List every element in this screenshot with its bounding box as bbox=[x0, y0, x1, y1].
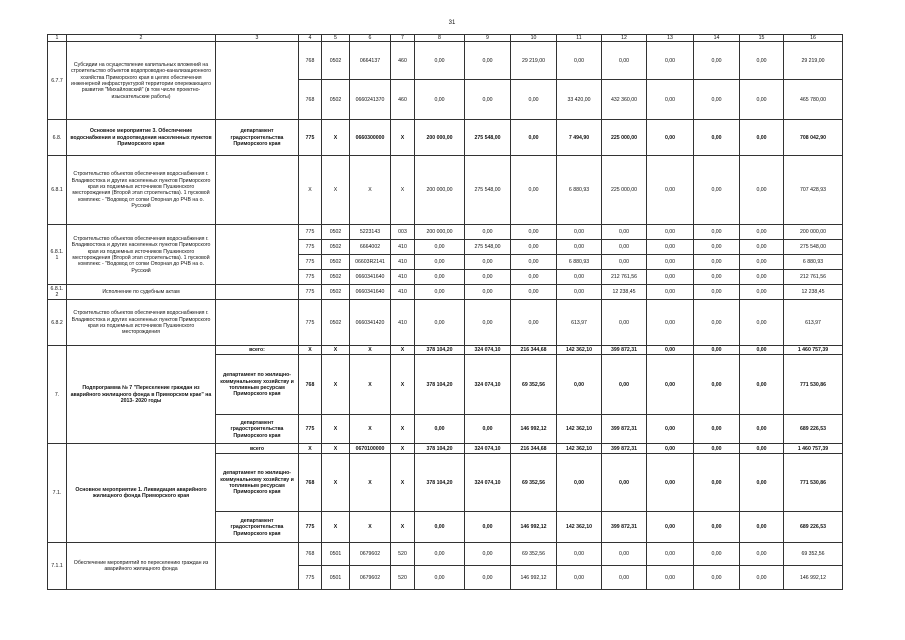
value-cell: 0,00 bbox=[511, 80, 557, 120]
value-cell: 432 360,00 bbox=[602, 80, 647, 120]
value-cell: 33 420,00 bbox=[557, 80, 602, 120]
value-cell: 0,00 bbox=[740, 415, 784, 444]
value-cell: 216 344,68 bbox=[511, 346, 557, 355]
value-cell: 378 104,20 bbox=[415, 346, 465, 355]
value-cell: 0,00 bbox=[694, 285, 740, 300]
column-number-cell: 13 bbox=[647, 35, 694, 42]
column-number-cell: 16 bbox=[784, 35, 843, 42]
table-row bbox=[48, 225, 843, 240]
value-cell: 0,00 bbox=[694, 355, 740, 415]
value-cell: 0,00 bbox=[740, 120, 784, 156]
value-cell: 0,00 bbox=[415, 270, 465, 285]
value-cell: 0,00 bbox=[694, 444, 740, 454]
value-cell: 5223143 bbox=[350, 225, 391, 240]
value-cell: 0,00 bbox=[647, 543, 694, 566]
column-number-row bbox=[48, 35, 843, 42]
value-cell: 0,00 bbox=[557, 225, 602, 240]
value-cell: 275 548,00 bbox=[784, 240, 843, 255]
budget-table bbox=[47, 34, 843, 590]
value-cell: 0,00 bbox=[740, 270, 784, 285]
value-cell: 6 880,93 bbox=[557, 156, 602, 225]
row-number: 7. bbox=[48, 346, 67, 444]
column-number-cell: 1 bbox=[48, 35, 67, 42]
value-cell: 0,00 bbox=[602, 42, 647, 80]
value-cell: 69 352,56 bbox=[784, 543, 843, 566]
value-cell: 0,00 bbox=[557, 355, 602, 415]
value-cell: 0,00 bbox=[694, 415, 740, 444]
row-number: 7.1.1 bbox=[48, 543, 67, 590]
value-cell: 146 992,12 bbox=[511, 415, 557, 444]
table-row bbox=[48, 444, 843, 454]
executor-cell: департамент по жилищно-коммунальному хозяйству и топливным ресурсам Приморского края bbox=[216, 454, 299, 512]
value-cell: 0,00 bbox=[740, 80, 784, 120]
value-cell: 0,00 bbox=[647, 300, 694, 346]
row-name: Строительство объектов обеспечения водоснабжения г. Владивостока и других населенных пунктов Приморского края из подземных источников Пушкинского месторождения (Второй этап строительства). 1 пусковой комплекс - "Водовод от сопки Опорная до РЧВ на о. Русский bbox=[67, 225, 216, 285]
value-cell: 69 352,56 bbox=[511, 355, 557, 415]
value-cell: 0,00 bbox=[694, 512, 740, 543]
value-cell: 0501 bbox=[322, 543, 350, 566]
value-cell: 0,00 bbox=[694, 240, 740, 255]
value-cell: 0,00 bbox=[694, 543, 740, 566]
value-cell: 0,00 bbox=[511, 255, 557, 270]
value-cell: 0,00 bbox=[740, 346, 784, 355]
value-cell: 0,00 bbox=[647, 444, 694, 454]
column-number-cell: 3 bbox=[216, 35, 299, 42]
table-row bbox=[48, 156, 843, 225]
value-cell: 0,00 bbox=[602, 300, 647, 346]
value-cell: 0,00 bbox=[740, 454, 784, 512]
value-cell: 0,00 bbox=[557, 270, 602, 285]
value-cell: X bbox=[322, 346, 350, 355]
value-cell: X bbox=[350, 355, 391, 415]
table-row bbox=[48, 346, 843, 355]
value-cell: 0,00 bbox=[602, 240, 647, 255]
column-number-cell: 12 bbox=[602, 35, 647, 42]
value-cell: 0,00 bbox=[465, 300, 511, 346]
value-cell: 771 530,86 bbox=[784, 355, 843, 415]
value-cell: 275 548,00 bbox=[465, 240, 511, 255]
value-cell: 0,00 bbox=[465, 80, 511, 120]
value-cell: 0,00 bbox=[511, 156, 557, 225]
row-name: Субсидии на осуществление капитальных вложений на строительство объектов водопроводно-канализационного хозяйства Приморского края в целях обеспечения инженерной инфраструктурой территории опережающего развития "Михайловский" (в том числе проектно-изыскательские работы) bbox=[67, 42, 216, 120]
executor-cell bbox=[216, 42, 299, 120]
value-cell: 708 042,90 bbox=[784, 120, 843, 156]
value-cell: 768 bbox=[299, 80, 322, 120]
executor-cell bbox=[216, 543, 299, 590]
value-cell: 12 238,45 bbox=[602, 285, 647, 300]
executor-cell: департамент градостроительства Приморского края bbox=[216, 120, 299, 156]
value-cell: 0,00 bbox=[740, 300, 784, 346]
value-cell: 775 bbox=[299, 415, 322, 444]
value-cell: 0,00 bbox=[647, 355, 694, 415]
value-cell: 0502 bbox=[322, 80, 350, 120]
value-cell: 6 880,93 bbox=[784, 255, 843, 270]
value-cell: 0,00 bbox=[557, 543, 602, 566]
value-cell: 0,00 bbox=[415, 512, 465, 543]
value-cell: 689 226,53 bbox=[784, 512, 843, 543]
value-cell: 768 bbox=[299, 42, 322, 80]
value-cell: 146 992,12 bbox=[511, 566, 557, 590]
value-cell: 212 761,56 bbox=[784, 270, 843, 285]
value-cell: 0,00 bbox=[647, 512, 694, 543]
column-number-cell: 9 bbox=[465, 35, 511, 42]
row-name: Строительство объектов обеспечения водоснабжения г. Владивостока и других населенных пунктов Приморского края из подземных источников Пушкинского месторождения bbox=[67, 300, 216, 346]
value-cell: 0,00 bbox=[694, 454, 740, 512]
value-cell: 775 bbox=[299, 512, 322, 543]
value-cell: 410 bbox=[391, 255, 415, 270]
row-name: Подпрограмма № 7 "Переселение граждан из аварийного жилищного фонда в Приморском крае" на 2013- 2020 годы bbox=[67, 346, 216, 444]
value-cell: X bbox=[350, 512, 391, 543]
table-row bbox=[48, 285, 843, 300]
column-number-cell: 7 bbox=[391, 35, 415, 42]
executor-cell: департамент по жилищно-коммунальному хозяйству и топливным ресурсам Приморского края bbox=[216, 355, 299, 415]
value-cell: 1 460 757,39 bbox=[784, 444, 843, 454]
row-number: 6.8.1.1 bbox=[48, 225, 67, 285]
value-cell: 0,00 bbox=[557, 454, 602, 512]
value-cell: 0,00 bbox=[740, 156, 784, 225]
page-number: 31 bbox=[448, 20, 456, 26]
value-cell: 0,00 bbox=[465, 285, 511, 300]
value-cell: 0,00 bbox=[465, 225, 511, 240]
value-cell: 6 880,93 bbox=[557, 255, 602, 270]
value-cell: X bbox=[391, 444, 415, 454]
value-cell: 0679602 bbox=[350, 566, 391, 590]
value-cell: 0,00 bbox=[415, 543, 465, 566]
row-number: 6.7.7 bbox=[48, 42, 67, 120]
value-cell: X bbox=[322, 120, 350, 156]
value-cell: 0,00 bbox=[740, 285, 784, 300]
value-cell: 410 bbox=[391, 240, 415, 255]
value-cell: 0,00 bbox=[557, 566, 602, 590]
value-cell: 324 074,10 bbox=[465, 346, 511, 355]
value-cell: X bbox=[391, 156, 415, 225]
value-cell: 0,00 bbox=[465, 255, 511, 270]
row-name: Исполнение по судебным актам bbox=[67, 285, 216, 300]
value-cell: 378 104,20 bbox=[415, 355, 465, 415]
column-number-cell: 14 bbox=[694, 35, 740, 42]
value-cell: 0,00 bbox=[694, 225, 740, 240]
value-cell: 06603R2141 bbox=[350, 255, 391, 270]
value-cell: 0,00 bbox=[415, 255, 465, 270]
value-cell: 0,00 bbox=[465, 42, 511, 80]
value-cell: 775 bbox=[299, 300, 322, 346]
value-cell: 399 872,31 bbox=[602, 415, 647, 444]
value-cell: 0,00 bbox=[511, 285, 557, 300]
executor-cell: департамент градостроительства Приморского края bbox=[216, 512, 299, 543]
value-cell: 0502 bbox=[322, 225, 350, 240]
value-cell: 275 548,00 bbox=[465, 156, 511, 225]
value-cell: 0502 bbox=[322, 300, 350, 346]
value-cell: 0502 bbox=[322, 270, 350, 285]
value-cell: 324 074,10 bbox=[465, 355, 511, 415]
value-cell: 0660341420 bbox=[350, 300, 391, 346]
executor-cell bbox=[216, 156, 299, 225]
value-cell: 0,00 bbox=[647, 454, 694, 512]
table-row bbox=[48, 42, 843, 80]
value-cell: 775 bbox=[299, 120, 322, 156]
value-cell: 775 bbox=[299, 255, 322, 270]
value-cell: 146 992,12 bbox=[784, 566, 843, 590]
value-cell: 0501 bbox=[322, 566, 350, 590]
value-cell: 0,00 bbox=[694, 255, 740, 270]
value-cell: 410 bbox=[391, 300, 415, 346]
value-cell: X bbox=[322, 156, 350, 225]
value-cell: 0,00 bbox=[647, 120, 694, 156]
value-cell: 0,00 bbox=[415, 240, 465, 255]
row-number: 6.8.1 bbox=[48, 156, 67, 225]
value-cell: 212 761,56 bbox=[602, 270, 647, 285]
value-cell: 399 872,31 bbox=[602, 346, 647, 355]
value-cell: X bbox=[391, 355, 415, 415]
value-cell: 0,00 bbox=[602, 225, 647, 240]
value-cell: 0,00 bbox=[647, 225, 694, 240]
value-cell: 771 530,86 bbox=[784, 454, 843, 512]
row-number: 6.8. bbox=[48, 120, 67, 156]
executor-cell: департамент градостроительства Приморского края bbox=[216, 415, 299, 444]
value-cell: 0,00 bbox=[694, 346, 740, 355]
value-cell: 200 000,00 bbox=[415, 156, 465, 225]
value-cell: 275 548,00 bbox=[465, 120, 511, 156]
value-cell: 520 bbox=[391, 543, 415, 566]
value-cell: 775 bbox=[299, 225, 322, 240]
value-cell: 0,00 bbox=[694, 300, 740, 346]
value-cell: X bbox=[322, 444, 350, 454]
value-cell: 410 bbox=[391, 270, 415, 285]
value-cell: 0,00 bbox=[740, 566, 784, 590]
column-number-cell: 4 bbox=[299, 35, 322, 42]
value-cell: 142 362,10 bbox=[557, 415, 602, 444]
row-name: Основное мероприятие 1. Ликвидация аварийного жилищного фонда Приморского края bbox=[67, 444, 216, 543]
value-cell: 69 352,56 bbox=[511, 454, 557, 512]
value-cell: 0,00 bbox=[415, 285, 465, 300]
value-cell: 0,00 bbox=[647, 42, 694, 80]
value-cell: 0,00 bbox=[740, 355, 784, 415]
value-cell: X bbox=[350, 156, 391, 225]
value-cell: X bbox=[299, 444, 322, 454]
value-cell: 0660300000 bbox=[350, 120, 391, 156]
executor-cell bbox=[216, 225, 299, 285]
value-cell: 29 219,00 bbox=[784, 42, 843, 80]
value-cell: 613,97 bbox=[557, 300, 602, 346]
value-cell: 142 362,10 bbox=[557, 444, 602, 454]
value-cell: 0,00 bbox=[602, 255, 647, 270]
value-cell: 0670100000 bbox=[350, 444, 391, 454]
value-cell: 0,00 bbox=[740, 255, 784, 270]
value-cell: 003 bbox=[391, 225, 415, 240]
value-cell: 0,00 bbox=[694, 566, 740, 590]
value-cell: 768 bbox=[299, 355, 322, 415]
value-cell: X bbox=[322, 355, 350, 415]
value-cell: 768 bbox=[299, 543, 322, 566]
value-cell: 225 000,00 bbox=[602, 156, 647, 225]
value-cell: 0,00 bbox=[740, 225, 784, 240]
value-cell: 0679602 bbox=[350, 543, 391, 566]
value-cell: 0660241370 bbox=[350, 80, 391, 120]
row-number: 7.1. bbox=[48, 444, 67, 543]
value-cell: 0502 bbox=[322, 285, 350, 300]
value-cell: X bbox=[350, 415, 391, 444]
value-cell: 689 226,53 bbox=[784, 415, 843, 444]
value-cell: 7 494,90 bbox=[557, 120, 602, 156]
value-cell: X bbox=[350, 454, 391, 512]
value-cell: 0,00 bbox=[557, 42, 602, 80]
value-cell: 378 104,20 bbox=[415, 444, 465, 454]
value-cell: 0,00 bbox=[694, 42, 740, 80]
value-cell: 0,00 bbox=[415, 566, 465, 590]
row-name: Основное мероприятие 3. Обеспечение водоснабжения и водоотведения населенных пунктов Приморского края bbox=[67, 120, 216, 156]
value-cell: X bbox=[391, 512, 415, 543]
value-cell: X bbox=[391, 415, 415, 444]
value-cell: 29 219,00 bbox=[511, 42, 557, 80]
value-cell: 200 000,00 bbox=[784, 225, 843, 240]
value-cell: 0,00 bbox=[602, 454, 647, 512]
value-cell: 0,00 bbox=[647, 270, 694, 285]
column-number-cell: 6 bbox=[350, 35, 391, 42]
value-cell: X bbox=[299, 156, 322, 225]
table-row bbox=[48, 543, 843, 566]
value-cell: 0,00 bbox=[694, 120, 740, 156]
column-number-cell: 2 bbox=[67, 35, 216, 42]
value-cell: 0,00 bbox=[647, 240, 694, 255]
value-cell: 0,00 bbox=[465, 543, 511, 566]
value-cell: 0,00 bbox=[647, 156, 694, 225]
row-number: 6.8.2 bbox=[48, 300, 67, 346]
value-cell: 0502 bbox=[322, 42, 350, 80]
value-cell: 142 362,10 bbox=[557, 512, 602, 543]
value-cell: 0,00 bbox=[415, 80, 465, 120]
column-number-cell: 10 bbox=[511, 35, 557, 42]
value-cell: 775 bbox=[299, 240, 322, 255]
value-cell: 324 074,10 bbox=[465, 454, 511, 512]
value-cell: 0,00 bbox=[602, 355, 647, 415]
value-cell: 0,00 bbox=[415, 300, 465, 346]
table-row bbox=[48, 300, 843, 346]
value-cell: 225 000,00 bbox=[602, 120, 647, 156]
value-cell: 0502 bbox=[322, 255, 350, 270]
value-cell: X bbox=[322, 454, 350, 512]
value-cell: X bbox=[322, 415, 350, 444]
table-body bbox=[48, 35, 843, 590]
value-cell: 0,00 bbox=[694, 156, 740, 225]
value-cell: X bbox=[322, 512, 350, 543]
value-cell: 0,00 bbox=[694, 80, 740, 120]
column-number-cell: 11 bbox=[557, 35, 602, 42]
value-cell: 216 344,68 bbox=[511, 444, 557, 454]
value-cell: 707 428,93 bbox=[784, 156, 843, 225]
value-cell: 0,00 bbox=[694, 270, 740, 285]
value-cell: 0,00 bbox=[647, 415, 694, 444]
executor-cell: всего: bbox=[216, 346, 299, 355]
value-cell: 0660341640 bbox=[350, 270, 391, 285]
value-cell: X bbox=[391, 454, 415, 512]
row-name: Обеспечение мероприятий по переселению граждан из аварийного жилищного фонда bbox=[67, 543, 216, 590]
value-cell: 520 bbox=[391, 566, 415, 590]
value-cell: 0,00 bbox=[511, 300, 557, 346]
value-cell: 0664137 bbox=[350, 42, 391, 80]
value-cell: 775 bbox=[299, 285, 322, 300]
value-cell: 0,00 bbox=[557, 285, 602, 300]
value-cell: 69 352,56 bbox=[511, 543, 557, 566]
column-number-cell: 5 bbox=[322, 35, 350, 42]
value-cell: 0,00 bbox=[647, 566, 694, 590]
value-cell: 0,00 bbox=[740, 42, 784, 80]
value-cell: 460 bbox=[391, 42, 415, 80]
value-cell: 399 872,31 bbox=[602, 512, 647, 543]
value-cell: 0,00 bbox=[465, 512, 511, 543]
value-cell: 0,00 bbox=[740, 543, 784, 566]
value-cell: 0,00 bbox=[557, 240, 602, 255]
value-cell: 0,00 bbox=[740, 240, 784, 255]
value-cell: 0,00 bbox=[511, 225, 557, 240]
value-cell: X bbox=[350, 346, 391, 355]
value-cell: 0,00 bbox=[511, 120, 557, 156]
value-cell: 775 bbox=[299, 566, 322, 590]
value-cell: 0,00 bbox=[602, 543, 647, 566]
value-cell: 378 104,20 bbox=[415, 454, 465, 512]
value-cell: 0,00 bbox=[740, 512, 784, 543]
executor-cell bbox=[216, 285, 299, 300]
value-cell: 410 bbox=[391, 285, 415, 300]
row-name: Строительство объектов обеспечения водоснабжения г. Владивостока и других населенных пунктов Приморского края из подземных источников Пушкинского месторождения (Второй этап строительства). 1 пусковой комплекс - "Водовод от сопки Опорная до РЧВ на о. Русский bbox=[67, 156, 216, 225]
executor-cell: всего bbox=[216, 444, 299, 454]
value-cell: 0,00 bbox=[647, 346, 694, 355]
value-cell: 0,00 bbox=[465, 566, 511, 590]
value-cell: X bbox=[391, 120, 415, 156]
value-cell: 146 992,12 bbox=[511, 512, 557, 543]
row-number: 6.8.1.2 bbox=[48, 285, 67, 300]
value-cell: 0502 bbox=[322, 240, 350, 255]
value-cell: 0,00 bbox=[602, 566, 647, 590]
value-cell: X bbox=[299, 346, 322, 355]
value-cell: 0,00 bbox=[740, 444, 784, 454]
value-cell: 0,00 bbox=[647, 285, 694, 300]
value-cell: 142 362,10 bbox=[557, 346, 602, 355]
value-cell: 0,00 bbox=[647, 80, 694, 120]
value-cell: 0,00 bbox=[511, 270, 557, 285]
value-cell: 465 780,00 bbox=[784, 80, 843, 120]
value-cell: 0,00 bbox=[465, 270, 511, 285]
value-cell: 0660341640 bbox=[350, 285, 391, 300]
value-cell: 460 bbox=[391, 80, 415, 120]
value-cell: 200 000,00 bbox=[415, 225, 465, 240]
value-cell: 768 bbox=[299, 454, 322, 512]
value-cell: 12 238,45 bbox=[784, 285, 843, 300]
value-cell: 1 460 757,39 bbox=[784, 346, 843, 355]
value-cell: 0,00 bbox=[465, 415, 511, 444]
value-cell: 613,97 bbox=[784, 300, 843, 346]
value-cell: 399 872,31 bbox=[602, 444, 647, 454]
value-cell: 200 000,00 bbox=[415, 120, 465, 156]
value-cell: 0,00 bbox=[415, 42, 465, 80]
column-number-cell: 15 bbox=[740, 35, 784, 42]
value-cell: 6664002 bbox=[350, 240, 391, 255]
value-cell: 0,00 bbox=[647, 255, 694, 270]
table-row bbox=[48, 120, 843, 156]
value-cell: 0,00 bbox=[511, 240, 557, 255]
value-cell: 324 074,10 bbox=[465, 444, 511, 454]
value-cell: 775 bbox=[299, 270, 322, 285]
column-number-cell: 8 bbox=[415, 35, 465, 42]
value-cell: X bbox=[391, 346, 415, 355]
executor-cell bbox=[216, 300, 299, 346]
value-cell: 0,00 bbox=[415, 415, 465, 444]
